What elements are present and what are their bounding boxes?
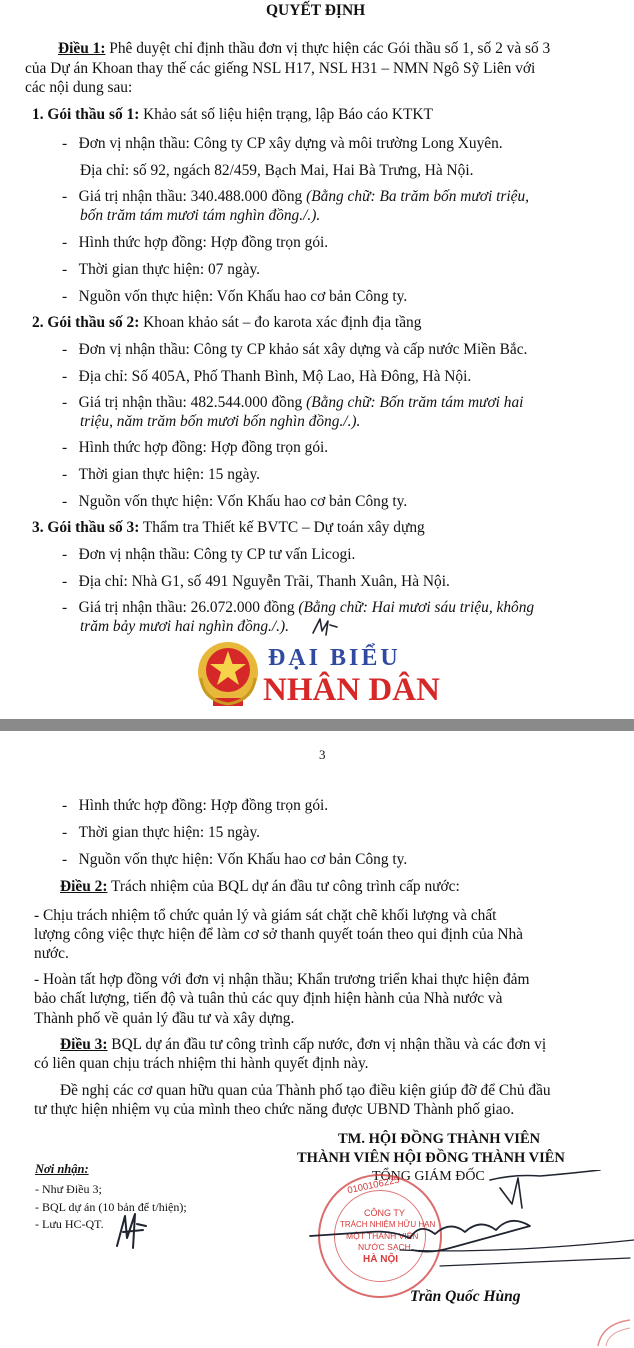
- pkg3-heading: [32, 519, 425, 537]
- recipient-item: - Lưu HC-QT.: [35, 1217, 104, 1231]
- signature-line3: TỔNG GIÁM ĐỐC: [372, 1169, 485, 1184]
- stamp-number: 0100106225: [346, 1174, 401, 1197]
- dieu1-line3: các nội dung sau:: [25, 79, 133, 96]
- pkg3-value: - Giá trị nhận thầu: 26.072.000 đồng (Bằng chữ: Hai mươi sáu triệu, không: [62, 599, 535, 616]
- dieu2-text: Trách nhiệm của BQL dự án đầu tư công trình cấp nước:: [107, 878, 460, 895]
- pkg1-label: 1. Gói thầu số 1:: [32, 106, 140, 123]
- pkg3-value-text: Giá trị nhận thầu: 26.072.000 đồng: [78, 599, 299, 616]
- pkg2-duration-text: Thời gian thực hiện: 15 ngày.: [78, 466, 260, 483]
- page-number: 3: [319, 747, 326, 762]
- dieu2-p1-line1: - Chịu trách nhiệm tổ chức quản lý và giám sát chặt chẽ khối lượng và chất: [34, 907, 497, 924]
- pkg2-contractor-text: Đơn vị nhận thầu: Công ty CP khảo sát xây dựng và cấp nước Miền Bắc.: [78, 341, 528, 358]
- dieu1-text: Phê duyệt chỉ định thầu đơn vị thực hiện các Gói thầu số 1, số 2 và số 3: [105, 40, 551, 57]
- pkg3-duration-text: Thời gian thực hiện: 15 ngày.: [78, 824, 260, 841]
- pkg2-value-words: (Bằng chữ: Bốn trăm tám mươi hai: [306, 394, 524, 411]
- pkg1-heading: [32, 106, 433, 124]
- pkg3-duration: - Thời gian thực hiện: 15 ngày.: [62, 824, 260, 841]
- pkg3-contract-type: - Hình thức hợp đồng: Hợp đồng trọn gói.: [62, 797, 329, 814]
- dieu3-line1: [60, 1036, 546, 1054]
- dieu1-line2: của Dự án Khoan thay thế các giếng NSL H17, NSL H31 – NMN Ngô Sỹ Liên với: [25, 60, 536, 77]
- pkg1-duration: - Thời gian thực hiện: 07 ngày.: [62, 261, 260, 278]
- stamp-line1: CÔNG TY: [364, 1208, 405, 1218]
- pkg1-value-text: Giá trị nhận thầu: 340.488.000 đồng: [78, 188, 307, 205]
- recipient-item: - Như Điều 3;: [35, 1182, 102, 1196]
- pkg1-contract-type-text: Hình thức hợp đồng: Hợp đồng trọn gói.: [78, 234, 329, 251]
- pkg1-value-words-2: bốn trăm tám mươi tám nghìn đồng./.).: [80, 207, 321, 224]
- pkg1-contractor: - Đơn vị nhận thầu: Công ty CP xây dựng và môi trường Long Xuyên.: [62, 135, 503, 152]
- watermark-line2: NHÂN DÂN: [263, 672, 440, 708]
- request-line2: tư thực hiện nhiệm vụ của mình theo chức năng được UBND Thành phố giao.: [34, 1101, 515, 1118]
- dieu2-p2-line3: Thành phố về quản lý đầu tư và xây dựng.: [34, 1010, 295, 1027]
- pkg2-value-words-2: triệu, năm trăm bốn mươi bốn nghìn đồng./.).: [80, 413, 361, 430]
- pkg3-address-text: Địa chỉ: Nhà G1, số 491 Nguyễn Trãi, Thanh Xuân, Hà Nội.: [78, 573, 450, 590]
- dieu2-p1-line2: lượng công việc thực hiện để làm cơ sở thanh quyết toán theo qui định của Nhà: [34, 926, 524, 943]
- pkg2-address: - Địa chỉ: Số 405A, Phố Thanh Bình, Mộ Lao, Hà Đông, Hà Nội.: [62, 368, 472, 385]
- dieu3-line2: có liên quan chịu trách nhiệm thi hành quyết định này.: [34, 1055, 369, 1072]
- pkg3-contractor: - Đơn vị nhận thầu: Công ty CP tư vấn Licogi.: [62, 546, 356, 563]
- handwritten-signature-icon: [300, 1170, 634, 1280]
- page-divider: [0, 719, 634, 731]
- pkg2-heading: [32, 314, 421, 332]
- dieu2-p2-line2: bảo chất lượng, tiến độ và tuân thủ các quy định hiện hành của Nhà nước và: [34, 990, 503, 1007]
- signer-name: Trần Quốc Hùng: [410, 1288, 521, 1305]
- watermark-line1: ĐẠI BIỂU: [268, 645, 401, 671]
- initials-mark-icon: [310, 615, 340, 639]
- request-line1: Đề nghị các cơ quan hữu quan của Thành phố tạo điều kiện giúp đỡ để Chủ đầu: [60, 1082, 551, 1099]
- dieu1-label: Điều 1:: [58, 40, 106, 57]
- pkg1-value-words: (Bằng chữ: Ba trăm bốn mươi triệu,: [306, 188, 530, 205]
- pkg3-value-words: (Bằng chữ: Hai mươi sáu triệu, không: [298, 599, 535, 616]
- pkg2-address-text: Địa chỉ: Số 405A, Phố Thanh Bình, Mộ Lao, Hà Đông, Hà Nội.: [78, 368, 472, 385]
- pkg3-address: - Địa chỉ: Nhà G1, số 491 Nguyễn Trãi, Thanh Xuân, Hà Nội.: [62, 573, 450, 590]
- pkg2-label: 2. Gói thầu số 2:: [32, 314, 140, 331]
- pkg3-label: 3. Gói thầu số 3:: [32, 519, 140, 536]
- dieu2-label: Điều 2:: [60, 878, 108, 895]
- pkg2-funding: - Nguồn vốn thực hiện: Vốn Khấu hao cơ bản Công ty.: [62, 493, 408, 510]
- pkg1-name: Khảo sát số liệu hiện trạng, lập Báo cáo KTKT: [139, 106, 433, 123]
- stamp-line3: MỘT THÀNH VIÊN: [346, 1231, 419, 1241]
- pkg3-funding: - Nguồn vốn thực hiện: Vốn Khấu hao cơ bản Công ty.: [62, 851, 408, 868]
- national-emblem-icon: [193, 638, 263, 710]
- dieu2-p2-line1: - Hoàn tất hợp đồng với đơn vị nhận thầu; Khẩn trương triển khai thực hiện đảm: [34, 971, 530, 988]
- initials-mark-icon: [113, 1208, 149, 1252]
- pkg3-contractor-text: Đơn vị nhận thầu: Công ty CP tư vấn Licogi.: [78, 546, 356, 563]
- stamp-line5: HÀ NỘI: [363, 1254, 398, 1265]
- dieu3-text: BQL dự án đầu tư công trình cấp nước, đơn vị nhận thầu và các đơn vị: [107, 1036, 547, 1053]
- pkg1-contract-type: - Hình thức hợp đồng: Hợp đồng trọn gói.: [62, 234, 329, 251]
- pkg1-value: - Giá trị nhận thầu: 340.488.000 đồng (Bằng chữ: Ba trăm bốn mươi triệu,: [62, 188, 530, 205]
- pkg3-funding-text: Nguồn vốn thực hiện: Vốn Khấu hao cơ bản Công ty.: [78, 851, 408, 868]
- pkg2-contract-type: - Hình thức hợp đồng: Hợp đồng trọn gói.: [62, 439, 329, 456]
- stamp-line4: NƯỚC SẠCH: [358, 1242, 411, 1252]
- recipients-title: Nơi nhận:: [35, 1162, 89, 1176]
- pkg1-contractor-text: Đơn vị nhận thầu: Công ty CP xây dựng và môi trường Long Xuyên.: [78, 135, 503, 152]
- pkg2-duration: - Thời gian thực hiện: 15 ngày.: [62, 466, 260, 483]
- recipient-item: - BQL dự án (10 bản để t/hiện);: [35, 1200, 187, 1214]
- document-title: QUYẾT ĐỊNH: [266, 2, 366, 19]
- stamp-line2: TRÁCH NHIỆM HỮU HẠN: [340, 1220, 436, 1229]
- pkg3-contract-type-text: Hình thức hợp đồng: Hợp đồng trọn gói.: [78, 797, 329, 814]
- pkg1-funding: - Nguồn vốn thực hiện: Vốn Khấu hao cơ bản Công ty.: [62, 288, 408, 305]
- pkg1-address: Địa chỉ: số 92, ngách 82/459, Bạch Mai, Hai Bà Trưng, Hà Nội.: [80, 162, 474, 179]
- pkg2-contract-type-text: Hình thức hợp đồng: Hợp đồng trọn gói.: [78, 439, 329, 456]
- pkg2-value: - Giá trị nhận thầu: 482.544.000 đồng (Bằng chữ: Bốn trăm tám mươi hai: [62, 394, 524, 411]
- dieu3-label: Điều 3:: [60, 1036, 108, 1053]
- partial-stamp-icon: [594, 1316, 634, 1348]
- signature-line1: TM. HỘI ĐỒNG THÀNH VIÊN: [338, 1131, 541, 1147]
- dieu1-line1: [58, 40, 550, 58]
- pkg1-funding-text: Nguồn vốn thực hiện: Vốn Khấu hao cơ bản Công ty.: [78, 288, 408, 305]
- dieu2-p1-line3: nước.: [34, 945, 69, 962]
- pkg1-duration-text: Thời gian thực hiện: 07 ngày.: [78, 261, 260, 278]
- dieu2-heading: [60, 878, 460, 896]
- pkg2-funding-text: Nguồn vốn thực hiện: Vốn Khấu hao cơ bản Công ty.: [78, 493, 408, 510]
- pkg3-value-words-2: trăm bảy mươi hai nghìn đồng./.).: [80, 618, 289, 635]
- pkg2-contractor: - Đơn vị nhận thầu: Công ty CP khảo sát xây dựng và cấp nước Miền Bắc.: [62, 341, 528, 358]
- pkg2-name: Khoan khảo sát – đo karota xác định địa tầng: [139, 314, 422, 331]
- pkg3-name: Thẩm tra Thiết kế BVTC – Dự toán xây dựng: [139, 519, 425, 536]
- signature-line2: THÀNH VIÊN HỘI ĐỒNG THÀNH VIÊN: [297, 1150, 565, 1166]
- pkg2-value-text: Giá trị nhận thầu: 482.544.000 đồng: [78, 394, 307, 411]
